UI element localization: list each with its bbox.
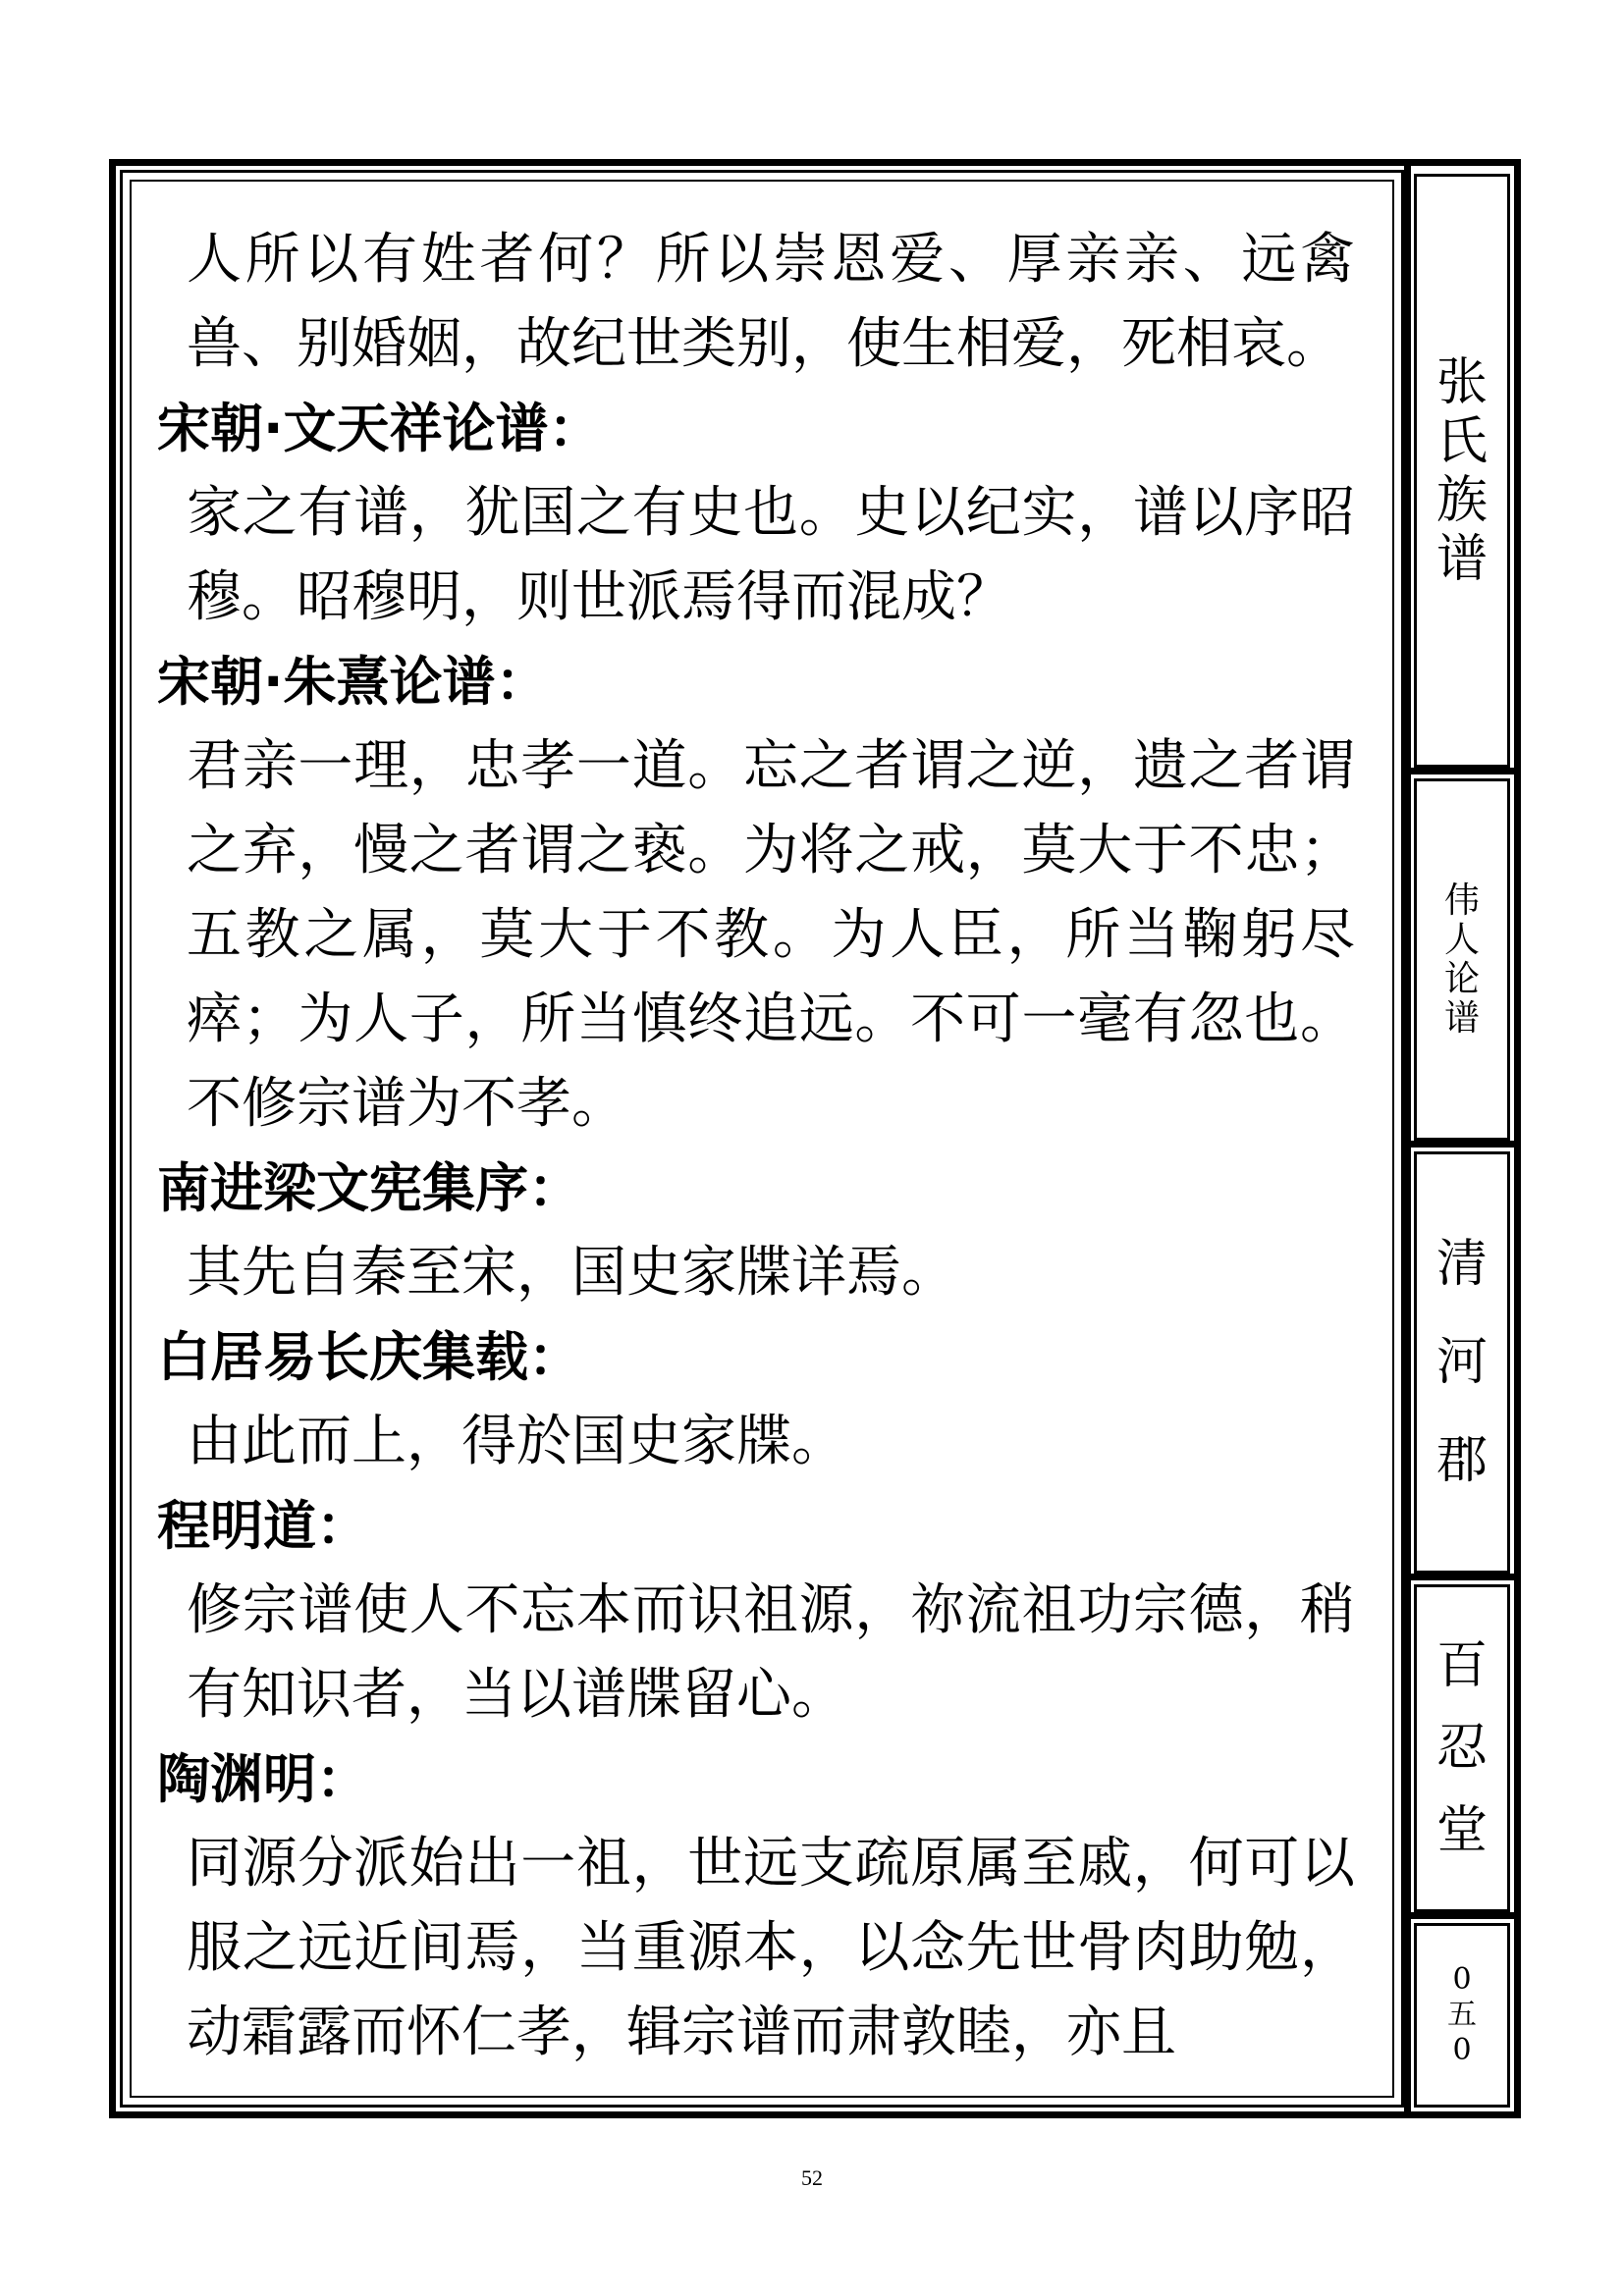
folio-char: 0 <box>1452 2033 1472 2067</box>
side-commandery-char: 清 <box>1435 1235 1488 1294</box>
section-bai-juyi <box>145 1315 1382 1484</box>
side-cell-section <box>1414 778 1510 1141</box>
section-wen-tianxiang <box>145 387 1382 640</box>
side-title-char: 族 <box>1435 470 1488 530</box>
section-text: 人所以有姓者何？所以崇恩爱、厚亲亲、远禽兽、别婚姻，故纪世类别，使生相爱，死相哀。 <box>187 228 1355 376</box>
section-text: 同源分派始出一祖，世远支疏原属至戚，何可以服之远近间焉，当重源本，以念先世骨肉助勉，动霜露而怀仁孝，辑宗谱而肃敦睦，亦且 <box>187 1832 1355 2064</box>
section-zhu-xi <box>145 640 1382 1147</box>
side-cell-folio <box>1414 1923 1510 2108</box>
side-commandery-char: 河 <box>1435 1333 1488 1392</box>
side-hall-char: 忍 <box>1435 1719 1488 1778</box>
section-tao-yuanming <box>145 1737 1382 2075</box>
folio-char: 0 <box>1452 1962 1472 1997</box>
section-heading: 宋朝·文天祥论谱： <box>157 398 602 459</box>
section-text: 由此而上，得於国史家牒。 <box>187 1410 846 1473</box>
section-text: 其先自秦至宋，国史家牒详焉。 <box>187 1241 956 1305</box>
side-separator <box>1404 1912 1514 1919</box>
section-heading: 南进梁文宪集序： <box>157 1157 581 1219</box>
side-cell-hall <box>1414 1584 1510 1912</box>
section-cheng-mingdao <box>145 1484 1382 1737</box>
side-separator <box>1404 1574 1514 1580</box>
main-content <box>145 218 1382 2075</box>
side-commandery-char: 郡 <box>1435 1431 1488 1490</box>
side-section-char: 伟 <box>1443 880 1480 921</box>
side-title-char: 谱 <box>1435 529 1488 589</box>
side-section-char: 论 <box>1443 958 1480 999</box>
side-cell-title <box>1414 174 1510 768</box>
section-liang-wenxian <box>145 1147 1382 1315</box>
section-heading: 白居易长庆集载： <box>157 1326 581 1388</box>
side-section-char: 谱 <box>1443 997 1480 1039</box>
side-separator <box>1404 768 1514 774</box>
section-intro <box>145 218 1382 387</box>
side-title-char: 张 <box>1435 352 1488 412</box>
section-text: 修宗谱使人不忘本而识祖源，祢流祖功宗德，稍有知识者，当以谱牒留心。 <box>187 1578 1355 1727</box>
side-separator <box>1404 1141 1514 1148</box>
section-heading: 陶渊明： <box>157 1748 369 1810</box>
side-hall-char: 堂 <box>1435 1801 1488 1860</box>
section-heading: 程明道： <box>157 1495 369 1557</box>
side-cell-commandery <box>1414 1151 1510 1574</box>
side-title-char: 氏 <box>1435 411 1488 471</box>
section-text: 家之有谱，犹国之有史也。史以纪实，谱以序昭穆。昭穆明，则世派焉得而混成？ <box>187 481 1355 629</box>
section-heading: 宋朝·朱熹论谱： <box>157 651 549 713</box>
folio-char: 五 <box>1447 1998 1477 2032</box>
side-hall-char: 百 <box>1435 1636 1488 1695</box>
side-section-char: 人 <box>1443 919 1480 960</box>
page-number: 52 <box>801 2165 823 2190</box>
section-text: 君亲一理，忠孝一道。忘之者谓之逆，遗之者谓之弃，慢之者谓之亵。为将之戒，莫大于不忠；五教之属，莫大于不教。为人臣，所当鞠躬尽瘁；为人子，所当慎终追远。不可一毫有忽也。不修宗谱为不孝。 <box>187 734 1355 1136</box>
